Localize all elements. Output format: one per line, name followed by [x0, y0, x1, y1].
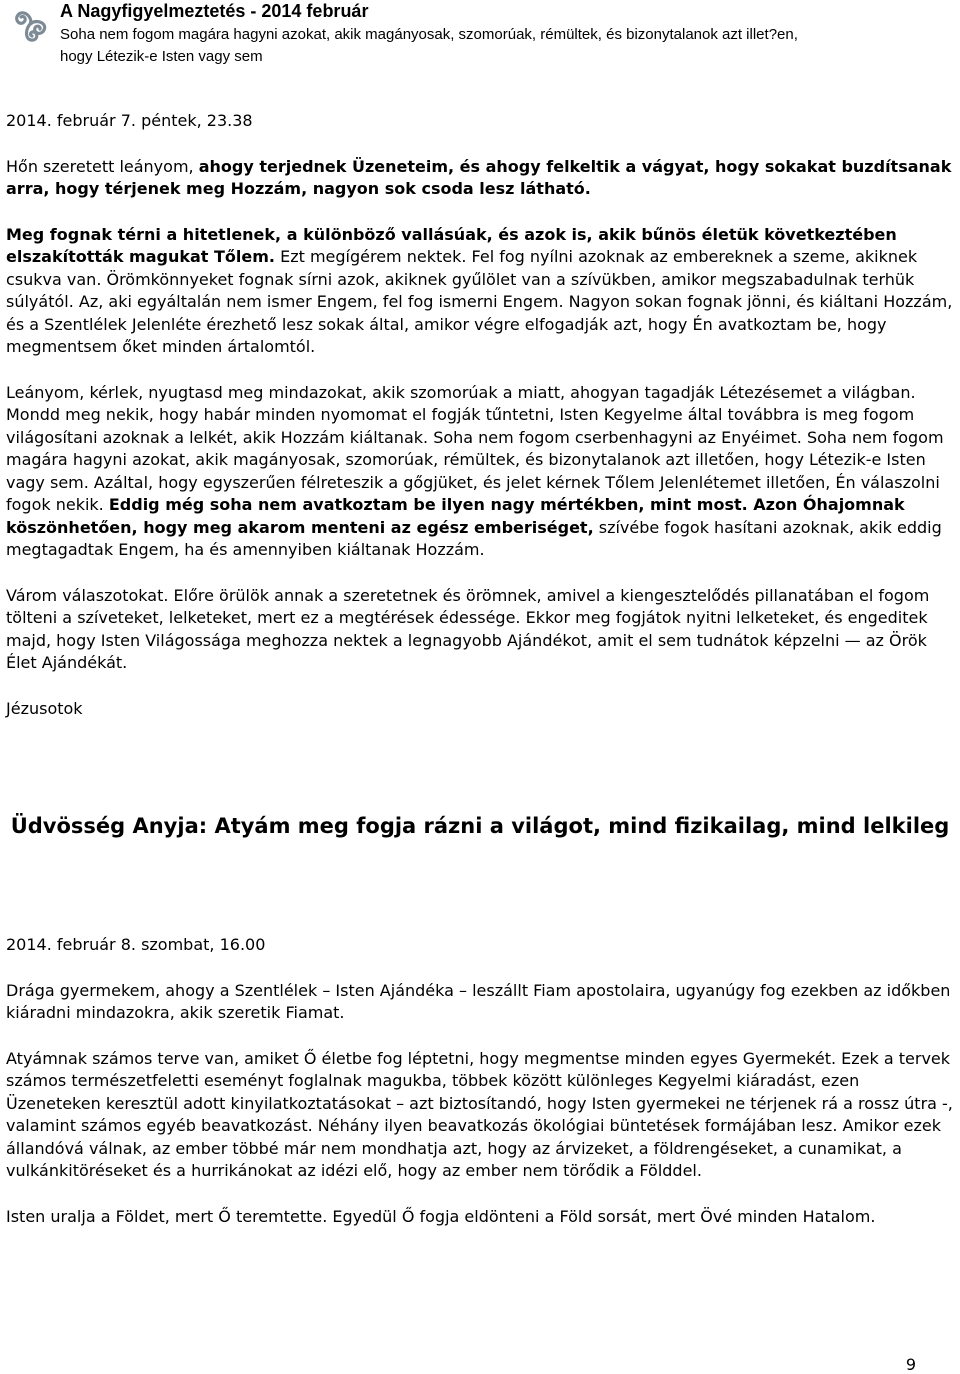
- paragraph-4: Várom válaszotokat. Előre örülök annak a szeretetnek és örömnek, amivel a kiengesztelődés pillanatában el fogom tölteni a szíveteket, lelketeket, mert ez a megtérések édessége. Ekkor meg fogjátok nyitni lelketeket, és engeditek majd, hogy Isten Világossága meghozza nektek a legnagyobb Ajándékot, amit el sem tudnátok képzelni — az Örök Élet Ajándékát.: [6, 585, 930, 672]
- paragraph-3: [6, 382, 956, 562]
- page-header: [0, 0, 960, 78]
- paragraph-1: Drága gyermekem, ahogy a Szentlélek – Isten Ajándéka – leszállt Fiam apostolaira, ugyanúgy fog ezekben az időkben kiáradni mindazokra, akik szeretik Fiamat.: [6, 980, 951, 1022]
- message-date: 2014. február 7. péntek, 23.38: [6, 111, 253, 130]
- paragraph-bold-text: Eddig még soha nem avatkoztam be ilyen nagy mértékben, mint most. Azon Óhajomnak köszönhetően, hogy meg akarom menteni az egész emberiséget,: [6, 495, 905, 537]
- paragraph-text: szívébe fogok hasítani azoknak, akik eddig megtagadtak Engem, ha és amennyiben kiáltanak Hozzám.: [6, 517, 942, 559]
- site-slogan: [60, 24, 955, 68]
- paragraph-text: Leányom, kérlek, nyugtasd meg mindazokat, akik szomorúak a miatt, ahogyan tagadják Létezésemet a világban. Mondd meg nekik, hogy habár minden nyomomat el fogják tűntetni, Isten Kegyelme által továbbra is meg fogom világosítani azoknak a lelkét, akik Hozzám kiáltanak. Soha nem fogom cserbenhagyni az Enyéimet. Soha nem fogom magára hagyni azokat, akik magányosak, szomorúak, rémültek, és bizonytalanok azt illetően, hogy Létezik-e Isten vagy sem. Azáltal, hogy egyszerűen félreteszik a gőgjüket, és jelet kérnek Tőlem Jelenlétemet illetően, Én válaszolni fogok nekik.: [6, 382, 944, 514]
- paragraph-2: [6, 224, 956, 359]
- paragraph-text: Hőn szeretett leányom,: [6, 156, 199, 176]
- paragraph-bold-text: Meg fognak térni a hitetlenek, a különböző vallásúak, és azok is, akik bűnös életük következtében elszakították magukat Tőlem.: [6, 224, 897, 266]
- paragraph-text: Ezt megígérem nektek. Fel fog nyílni azoknak az embereknek a szeme, akiknek csukva van. Örömkönnyeket fognak sírni azok, akiknek gyűlölet van a szívükben, amikor megszabadulnak terhük súlyától. Az, aki egyáltalán nem ismer Engem, fel fog ismerni Engem. Nagyon sokan fognak jönni, és kiáltani Hozzám, és a Szentlélek Jelenléte érezhető lesz sokak által, amikor végre elfogadják azt, hogy Én avatkoztam be, hogy megmentsem őket minden ártalomtól.: [6, 247, 953, 356]
- message-1: [6, 110, 956, 743]
- site-slogan-line-1: Soha nem fogom magára hagyni azokat, akik magányosak, szomorúak, rémültek, és bizonytalanok azt illet?en,: [60, 26, 798, 43]
- paragraph-3: Isten uralja a Földet, mert Ő teremtette. Egyedül Ő fogja eldönteni a Föld sorsát, mert Övé minden Hatalom.: [6, 1206, 876, 1226]
- paragraph-1: [6, 156, 956, 201]
- message-2: [6, 934, 956, 1251]
- page-number: 9: [905, 1355, 916, 1374]
- triple-spiral-icon: [8, 2, 54, 44]
- section-heading: Üdvösség Anyja: Atyám meg fogja rázni a világot, mind fizikailag, mind lelkileg: [10, 814, 950, 838]
- paragraph-bold-text: ahogy terjednek Üzeneteim, és ahogy felkeltik a vágyat, hogy sokakat buzdítsanak arra, hogy térjenek meg Hozzám, nagyon sok csoda lesz látható.: [6, 156, 952, 198]
- message-date: 2014. február 8. szombat, 16.00: [6, 935, 266, 954]
- site-title: A Nagyfigyelmeztetés - 2014 február: [60, 1, 369, 21]
- paragraph-2: Atyámnak számos terve van, amiket Ő életbe fog léptetni, hogy megmentse minden egyes Gyermekét. Ezek a tervek számos természetfeletti eseményt foglalnak magukba, többek között különleges Kegyelmi kiáradást, ezen Üzeneteken keresztül adott kinyilatkoztatásokat – azt biztosítandó, hogy Isten gyermekei ne térjenek rá a rossz útra -, valamint számos egyéb beavatkozást. Néhány ilyen beavatkozás ökológiai büntetések formájában lesz. Amikor ezek állandóvá válnak, az ember többé már nem mondhatja azt, hogy az árvizeket, a földrengéseket, a cunamikat, a vulkánkitöréseket és a hurrikánokat az idézi elő, hogy az ember nem törődik a Földdel.: [6, 1048, 953, 1180]
- signature: Jézusotok: [6, 698, 83, 718]
- site-slogan-line-2: hogy Létezik-e Isten vagy sem: [60, 48, 263, 65]
